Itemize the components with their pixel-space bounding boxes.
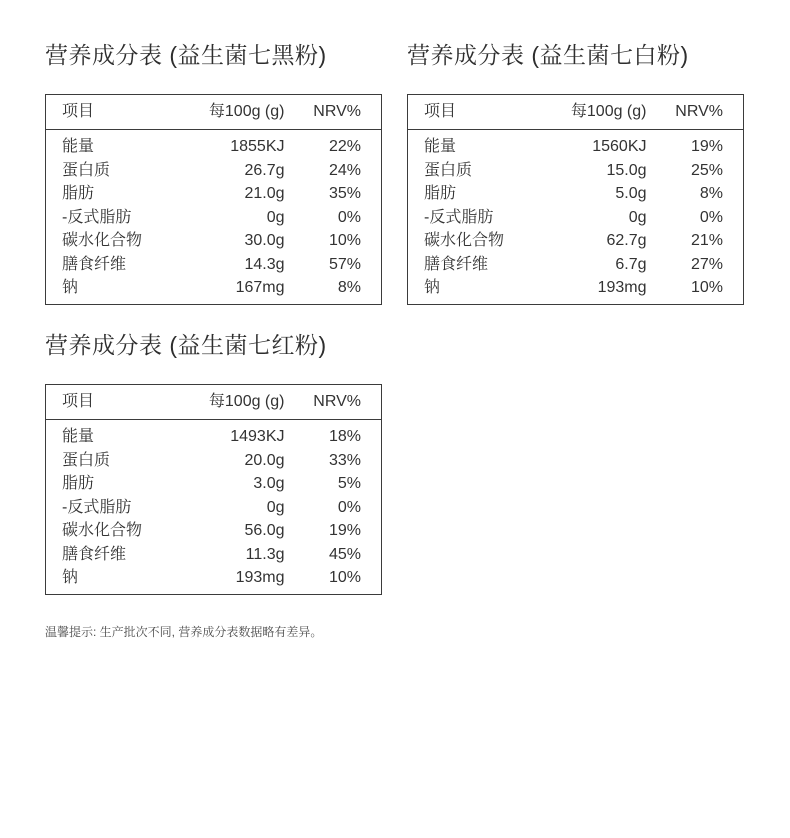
row-nrv-value: 45% <box>328 545 361 563</box>
row-nrv-value: 10% <box>328 569 361 586</box>
row-amount-value: 5.0g <box>615 185 647 202</box>
row-nrv-value: 0% <box>337 498 361 516</box>
row-item-label: 膳食纤维 <box>62 545 127 563</box>
row-item-label: 碳水化合物 <box>62 232 143 249</box>
row-amount-value: 20.0g <box>244 451 285 469</box>
row-amount-value: 193mg <box>597 279 647 296</box>
row-nrv-value: 33% <box>328 451 361 469</box>
row-item-label: 能量 <box>424 138 457 155</box>
row-item-label: 钠 <box>62 569 79 586</box>
row-nrv-value: 0% <box>699 208 723 226</box>
disclaimer-note: 温馨提示: 生产批次不同, 营养成分表数据略有差异。 <box>45 625 323 639</box>
nutrition-panel-red <box>45 330 382 595</box>
table-row <box>408 229 744 253</box>
table-row <box>46 449 382 473</box>
table-title-white: 营养成分表 (益生菌七白粉) <box>407 42 689 68</box>
row-nrv-value: 8% <box>337 279 361 296</box>
row-amount-value: 6.7g <box>615 255 647 273</box>
header-nrv: NRV% <box>648 95 744 130</box>
row-nrv-value: 35% <box>328 185 361 202</box>
table-row <box>46 566 382 594</box>
row-amount-value: 26.7g <box>244 161 285 179</box>
row-item-label: 碳水化合物 <box>424 232 505 249</box>
table-row <box>46 519 382 543</box>
table-row <box>408 253 744 277</box>
row-item-label: 膳食纤维 <box>424 255 489 273</box>
row-item-label: -反式脂肪 <box>424 208 494 226</box>
table-row <box>46 182 382 206</box>
row-nrv-value: 24% <box>328 161 361 179</box>
row-nrv-value: 25% <box>690 161 723 179</box>
row-amount-value: 30.0g <box>244 232 285 249</box>
row-amount-value: 21.0g <box>244 185 285 202</box>
row-amount-value: 3.0g <box>253 475 285 492</box>
row-amount-value: 15.0g <box>606 161 647 179</box>
row-item-label: 脂肪 <box>62 475 95 492</box>
table-row <box>46 206 382 230</box>
row-item-label: 脂肪 <box>62 185 95 202</box>
row-amount-value: 167mg <box>235 279 285 296</box>
row-item-label: -反式脂肪 <box>62 208 132 226</box>
table-title-red: 营养成分表 (益生菌七红粉) <box>45 332 327 358</box>
row-item-label: 能量 <box>62 138 95 155</box>
nutrition-table-red <box>45 384 382 595</box>
row-amount-value: 0g <box>266 208 285 226</box>
table-row <box>46 420 382 449</box>
row-item-label: 脂肪 <box>424 185 457 202</box>
header-amount: 每100g (g) <box>558 95 648 130</box>
table-row <box>46 130 382 159</box>
header-item: 项目 <box>46 385 196 420</box>
row-item-label: 钠 <box>62 279 79 296</box>
row-amount-value: 0g <box>266 498 285 516</box>
row-amount-value: 14.3g <box>244 255 285 273</box>
table-row <box>46 543 382 567</box>
table-row <box>408 159 744 183</box>
header-amount: 每100g (g) <box>196 385 286 420</box>
row-amount-value: 193mg <box>235 569 285 586</box>
row-item-label: 膳食纤维 <box>62 255 127 273</box>
table-row <box>46 159 382 183</box>
header-item: 项目 <box>408 95 558 130</box>
row-amount-value: 62.7g <box>606 232 647 249</box>
table-header-row <box>46 95 382 130</box>
row-item-label: 碳水化合物 <box>62 522 143 539</box>
header-item: 项目 <box>46 95 196 130</box>
nutrition-table-black <box>45 94 382 305</box>
row-nrv-value: 5% <box>337 475 361 492</box>
nutrition-table-white <box>407 94 744 305</box>
row-item-label: 钠 <box>424 279 441 296</box>
row-nrv-value: 27% <box>690 255 723 273</box>
nutrition-panel-white <box>407 40 744 305</box>
table-row <box>46 253 382 277</box>
row-nrv-value: 10% <box>328 232 361 249</box>
row-amount-value: 11.3g <box>245 545 285 563</box>
table-title-black: 营养成分表 (益生菌七黑粉) <box>45 42 327 68</box>
header-nrv: NRV% <box>286 95 382 130</box>
row-nrv-value: 18% <box>328 428 361 445</box>
row-amount-value: 1493KJ <box>230 428 285 445</box>
table-row <box>46 472 382 496</box>
row-amount-value: 1855KJ <box>230 138 285 155</box>
row-nrv-value: 8% <box>699 185 723 202</box>
row-nrv-value: 22% <box>328 138 361 155</box>
table-row <box>408 130 744 159</box>
table-header-row <box>408 95 744 130</box>
row-amount-value: 56.0g <box>244 522 285 539</box>
row-amount-value: 0g <box>628 208 647 226</box>
table-row <box>408 182 744 206</box>
table-row <box>408 206 744 230</box>
row-item-label: 蛋白质 <box>62 451 111 469</box>
row-nrv-value: 21% <box>690 232 723 249</box>
header-amount: 每100g (g) <box>196 95 286 130</box>
table-header-row <box>46 385 382 420</box>
row-nrv-value: 10% <box>690 279 723 296</box>
row-amount-value: 1560KJ <box>592 138 647 155</box>
row-item-label: 蛋白质 <box>424 161 473 179</box>
table-row <box>46 229 382 253</box>
row-nrv-value: 19% <box>690 138 723 155</box>
row-item-label: -反式脂肪 <box>62 498 132 516</box>
table-row <box>408 276 744 304</box>
row-item-label: 能量 <box>62 428 95 445</box>
table-row <box>46 276 382 304</box>
row-item-label: 蛋白质 <box>62 161 111 179</box>
header-nrv: NRV% <box>286 385 382 420</box>
row-nrv-value: 0% <box>337 208 361 226</box>
row-nrv-value: 19% <box>328 522 361 539</box>
table-row <box>46 496 382 520</box>
row-nrv-value: 57% <box>328 255 361 273</box>
nutrition-panel-black <box>45 40 382 305</box>
